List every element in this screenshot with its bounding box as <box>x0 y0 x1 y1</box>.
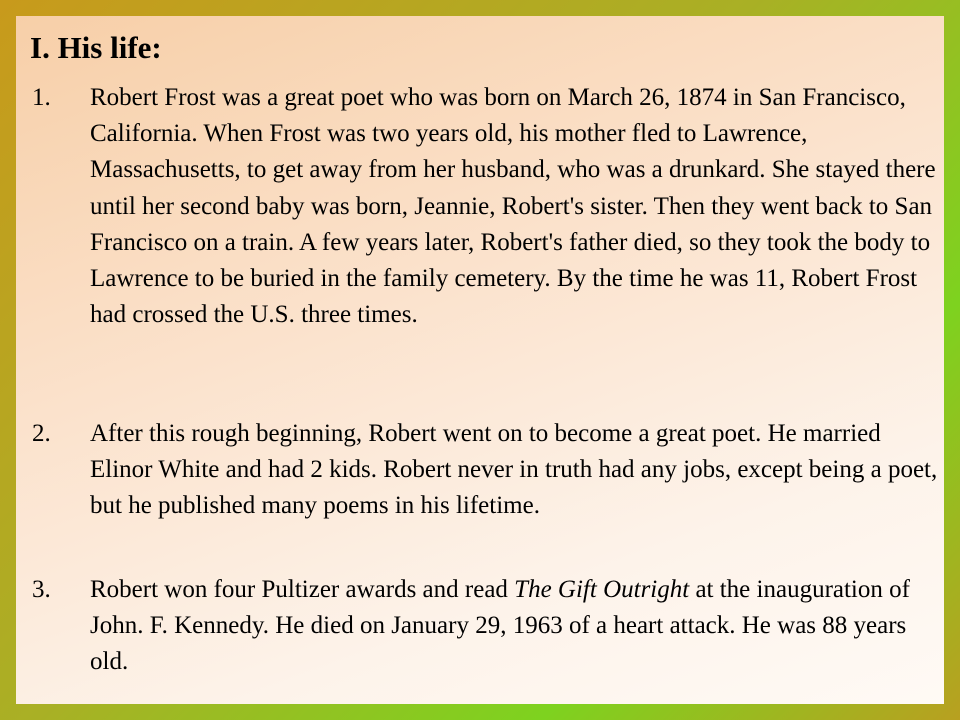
list-item-number: 3. <box>32 576 51 603</box>
list-item-number: 2. <box>32 420 51 447</box>
slide-panel <box>16 16 944 704</box>
list-item-text: After this rough beginning, Robert went on to become a great poet. He married Elinor White and had 2 kids. Robert never in truth had any jobs, except being a poet, but he published many poems in his lifetime. <box>90 420 938 520</box>
list-item-text-start: Robert won four Pultizer awards and read <box>90 576 515 603</box>
list-item-text <box>90 572 940 681</box>
slide-title: I. His life: <box>30 30 162 65</box>
list-item-number: 1. <box>32 84 51 111</box>
poem-title: The Gift Outright <box>514 576 690 603</box>
list-item-text: Robert Frost was a great poet who was born on March 26, 1874 in San Francisco, California. When Frost was two years old, his mother fled to Lawrence, Massachusetts, to get away from her husband, who was a drunkard. She stayed there until her second baby was born, Jeannie, Robert's sister. Then they went back to San Francisco on a train. A few years later, Robert's father died, so they took the body to Lawrence to be buried in the family cemetery. By the time he was 11, Robert Frost had crossed the U.S. three times. <box>90 84 936 329</box>
list-item-text-end: at the inauguration of John. F. Kennedy. He died on January 29, 1963 of a heart attack. He was 88 years old. <box>90 576 910 676</box>
